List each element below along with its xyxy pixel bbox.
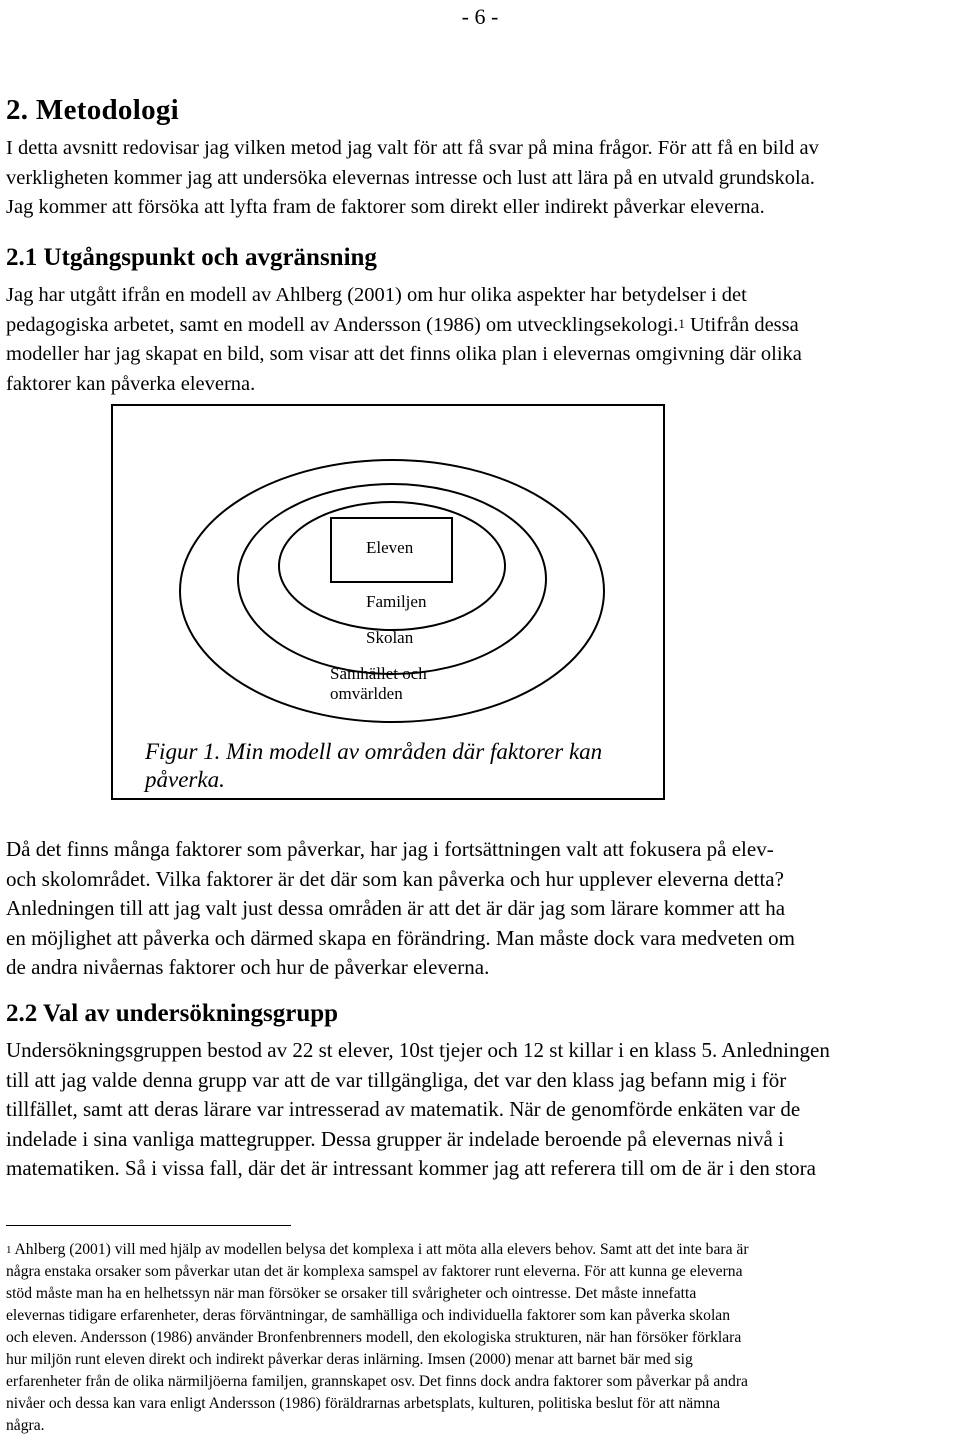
caption-line: påverka. — [145, 767, 225, 792]
footnote-line — [6, 1239, 956, 1261]
after-figure-paragraph — [6, 835, 954, 983]
paragraph-line: och skolområdet. Vilka faktorer är det där som kan påverka och hur upplever eleverna detta? — [6, 866, 784, 891]
paragraph-line: matematiken. Så i vissa fall, där det är intressant kommer jag att referera till om de är i den stora — [6, 1156, 816, 1180]
page-number: - 6 - — [461, 4, 499, 29]
paragraph-line-text: Utifrån dessa — [690, 313, 799, 336]
footnote-line: nivåer och dessa kan vara enligt Andersson (1986) föräldrarnas arbetsplats, kulturen, politiska beslut för att nämna — [6, 1395, 721, 1412]
label-samhallet-line2: omvärlden — [330, 684, 403, 703]
label-eleven: Eleven — [366, 538, 414, 557]
caption-line: Figur 1. Min modell av områden där faktorer kan — [145, 739, 603, 764]
paragraph-line: tillfället, samt att deras lärare var intresserad av matematik. När de genomförde enkäten var de — [6, 1097, 801, 1121]
subsection-2-2-paragraph — [6, 1036, 954, 1184]
intro-line: Jag kommer att försöka att lyfta fram de faktorer som direkt eller indirekt påverkar eleverna. — [6, 196, 765, 218]
paragraph-line: faktorer kan påverka eleverna. — [6, 372, 256, 395]
subsection-heading-2-1: 2.1 Utgångspunkt och avgränsning — [6, 244, 377, 271]
footnote-separator — [6, 1225, 291, 1226]
paragraph-line: Anledningen till att jag valt just dessa områden är att det är där jag som lärare kommer att ha — [6, 896, 786, 920]
subsection-2-1-paragraph — [6, 281, 954, 399]
footnote-line: elevernas tidigare erfarenheter, deras förväntningar, de samhälliga och individuella faktorer som kan påverka skolan — [6, 1307, 730, 1324]
paragraph-line: Undersökningsgruppen bestod av 22 st elever, 10st tjejer och 12 st killar i en klass 5. Anledningen — [6, 1038, 830, 1062]
label-familjen: Familjen — [366, 592, 427, 611]
footnote — [6, 1239, 956, 1437]
paragraph-line: indelade i sina vanliga mattegrupper. Dessa grupper är indelade beroende på elevernas nivå i — [6, 1126, 784, 1151]
footnote-line-text: Ahlberg (2001) vill med hjälp av modellen belysa det komplexa i att möta alla elevers behov. Samt att det inte bara är — [14, 1241, 749, 1258]
intro-line: I detta avsnitt redovisar jag vilken metod jag valt för att få svar på mina frågor. För att få en bild av — [6, 137, 819, 159]
footnote-line: stöd måste man ha en helhetssyn när man försöker se orsaker till svårigheter och ointresse. Det måste innefatta — [6, 1285, 697, 1302]
label-skolan: Skolan — [366, 628, 414, 647]
paragraph-line: modeller har jag skapat en bild, som visar att det finns olika plan i elevernas omgivning där olika — [6, 343, 802, 365]
label-samhallet-line1: Samhället och — [330, 664, 427, 683]
figure-caption — [145, 738, 602, 794]
section-heading: 2. Metodologi — [6, 94, 180, 126]
paragraph-line — [6, 311, 954, 341]
footnote-line: hur miljön runt eleven direkt och indirekt påverkar deras inlärning. Imsen (2000) menar att barnet bär med sig — [6, 1351, 693, 1368]
paragraph-line: de andra nivåernas faktorer och hur de påverkar eleverna. — [6, 955, 490, 979]
footnote-reference: 1 — [678, 315, 685, 331]
footnote-line: några enstaka orsaker som påverkar utan det är komplexa samspel av faktorer runt eleverna. För att kunna ge eleverna — [6, 1263, 743, 1280]
paragraph-line: Då det finns många faktorer som påverkar, har jag i fortsättningen valt att fokusera på elev- — [6, 837, 774, 861]
subsection-heading-2-2: 2.2 Val av undersökningsgrupp — [6, 1000, 339, 1027]
paragraph-line: till att jag valde denna grupp var att de var tillgängliga, det var den klass jag befann mig i för — [6, 1067, 787, 1092]
paragraph-line: Jag har utgått ifrån en modell av Ahlberg (2001) om hur olika aspekter har betydelser i det — [6, 284, 747, 306]
footnote-line: erfarenheter från de olika närmiljöerna familjen, grannskapet osv. Det finns dock andra faktorer som påverkar på andra — [6, 1373, 748, 1390]
intro-line: verkligheten kommer jag att undersöka elevernas intresse och lust att lära på en utvald grundskola. — [6, 166, 815, 189]
footnote-line: några. — [6, 1417, 45, 1434]
paragraph-line-text: pedagogiska arbetet, samt en modell av Andersson (1986) om utvecklingsekologi. — [6, 313, 679, 336]
intro-paragraph — [6, 134, 954, 223]
footnote-line: och eleven. Andersson (1986) använder Bronfenbrenners modell, den ekologiska strukturen, när han försöker förklara — [6, 1329, 742, 1346]
paragraph-line: en möjlighet att påverka och därmed skapa en förändring. Man måste dock vara medveten om — [6, 925, 795, 950]
footnote-marker: 1 — [6, 1244, 12, 1256]
